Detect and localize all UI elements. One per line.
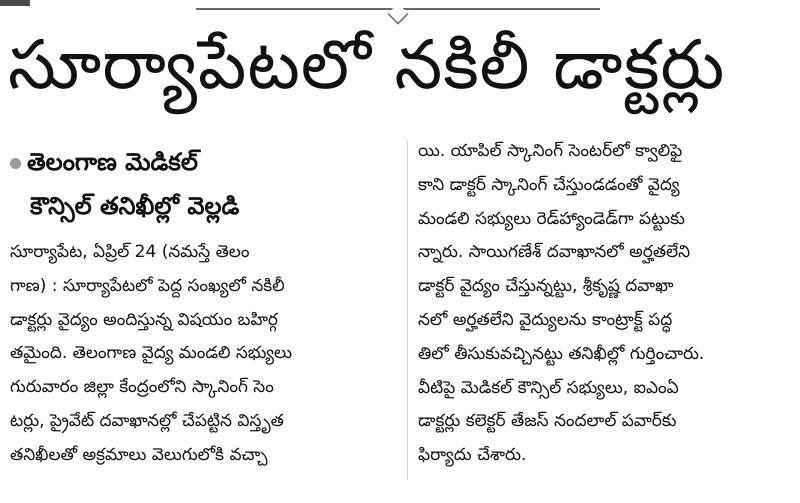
body-line: గాణ) : సూర్యాపేటలో పెద్ద సంఖ్యలో నకిలీ (10, 275, 285, 296)
subheadline-line-2: కౌన్సిల్ తనిఖీల్లో వెల్లడి (30, 192, 240, 220)
headline: సూర్యాపేటలో నకిలీ డాక్టర్లు (8, 26, 726, 105)
body-line: యి. యాపిల్ స్కానింగ్ సెంటర్‌లో క్వాలిఫై (418, 141, 683, 161)
left-column-body (10, 236, 395, 473)
body-line: న్నారు. సాయిగణేశ్ దవాఖానలో అర్హతలేని (418, 242, 691, 263)
bullet-icon (10, 158, 21, 169)
body-line: వీటిపై మెడికల్ కౌన్సిల్ సభ్యులు, ఐఎంఏ (418, 377, 679, 398)
subheadline-text-1: తెలంగాణ మెడికల్ (27, 148, 198, 176)
left-column (10, 140, 395, 473)
column-divider (407, 140, 408, 480)
body-line: తమైంది. తెలంగాణ వైద్య మండలి సభ్యులు (10, 343, 292, 364)
body-line: మండలి సభ్యులు రెడ్‌హ్యాండెడ్‌గా పట్టుకు (418, 208, 685, 229)
body-line: ఫిర్యాదు చేశారు. (418, 445, 527, 466)
body-line: గురువారం జిల్లా కేంద్రంలోని స్కానింగ్ సెం (10, 377, 274, 398)
previous-article-fragment (0, 0, 30, 6)
body-line: సూర్యాపేట, ఏప్రిల్ 24 (నమస్తే తెలం (10, 242, 250, 262)
body-line: తనిఖీలతో అక్రమాలు వెలుగులోకి వచ్చా (10, 444, 268, 465)
subheadline-line-1 (10, 140, 395, 184)
body-line: తిలో తీసుకువచ్చినట్టు తనిఖీల్లో గుర్తించారు. (418, 343, 705, 364)
body-line: కాని డాక్టర్ స్కానింగ్ చేస్తుండడంతో వైద్య (418, 174, 680, 195)
body-line: డాక్టర్లు వైద్యం అందిస్తున్న విషయం బహిర్గ (10, 309, 279, 330)
body-line: టర్లు, ప్రైవేట్ దవాఖానల్లో చేపట్టిన విస్తృత (10, 410, 284, 431)
body-line: డాక్టర్ వైద్యం చేస్తున్నట్టు, శ్రీకృష్ణ దవాఖా (418, 276, 674, 297)
right-column (418, 135, 790, 473)
body-line: డాక్టర్లు కలెక్టర్ తేజస్ నందలాల్ పవార్‌కు (418, 411, 677, 432)
body-line: నలో అర్హతలేని వైద్యులను కాంట్రాక్ట్ పద్ధ (418, 309, 673, 330)
